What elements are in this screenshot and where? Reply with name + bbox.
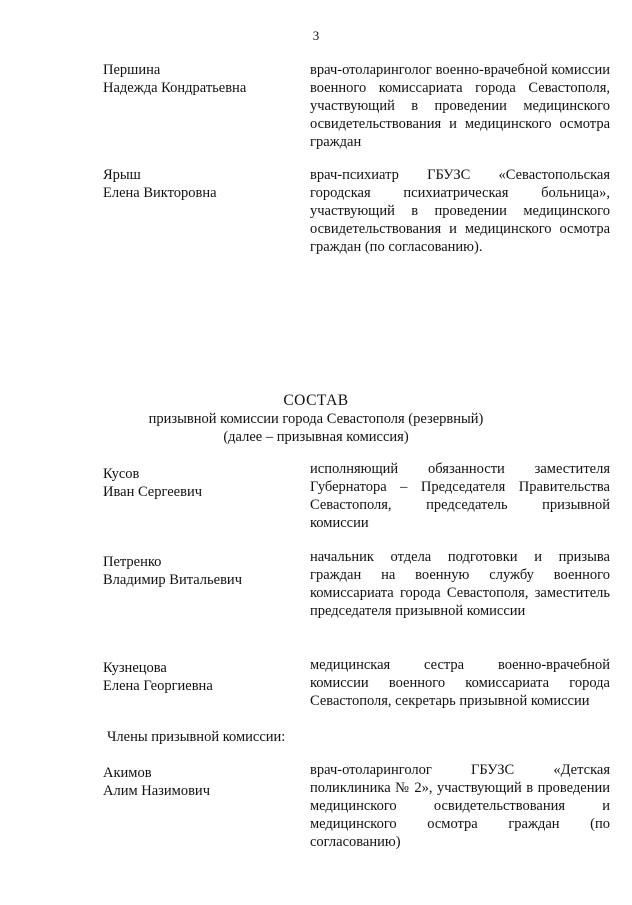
person-given-names: Елена Георгиевна — [103, 678, 213, 694]
person-name — [103, 659, 293, 695]
person-name — [103, 553, 293, 589]
person-role: врач-отоларинголог военно-врачебной комиссии военного комиссариата города Севастополя, участвующий в проведении медицинского освидетельствования и медицинского осмотра граждан — [310, 62, 610, 150]
person-given-names: Надежда Кондратьевна — [103, 80, 247, 96]
members-label: Члены призывной комиссии: — [107, 729, 286, 745]
person-given-names: Владимир Витальевич — [103, 572, 242, 588]
person-role: врач-отоларинголог ГБУЗС «Детская поликлиника № 2», участвующий в проведении медицинского освидетельствования и медицинского осмотра граждан (по согласованию) — [310, 762, 610, 850]
person-role: врач-психиатр ГБУЗС «Севастопольская городская психиатрическая больница», участвующий в проведении медицинского освидетельствования и медицинского осмотра граждан (по согласованию). — [310, 167, 610, 255]
person-given-names: Иван Сергеевич — [103, 484, 203, 500]
person-name — [103, 465, 293, 501]
person-surname: Ярыш — [103, 167, 141, 183]
person-role: исполняющий обязанности заместителя Губернатора – Председателя Правительства Севастополя, председатель призывной комиссии — [310, 461, 610, 531]
section-title: СОСТАВ — [283, 392, 349, 409]
person-name — [103, 61, 293, 97]
person-name — [103, 764, 293, 800]
section-subtitle — [0, 410, 632, 446]
page-number: 3 — [312, 28, 320, 43]
person-given-names: Алим Назимович — [103, 783, 210, 799]
person-role: медицинская сестра военно-врачебной комиссии военного комиссариата города Севастополя, секретарь призывной комиссии — [310, 657, 610, 709]
section-subtitle-line: (далее – призывная комиссия) — [223, 429, 409, 445]
person-surname: Кузнецова — [103, 660, 167, 676]
person-surname: Петренко — [103, 554, 162, 570]
person-surname: Першина — [103, 62, 161, 78]
section-subtitle-line: призывной комиссии города Севастополя (резервный) — [148, 411, 484, 427]
person-surname: Кусов — [103, 466, 140, 482]
person-given-names: Елена Викторовна — [103, 185, 217, 201]
person-name — [103, 166, 293, 202]
person-surname: Акимов — [103, 765, 152, 781]
person-role: начальник отдела подготовки и призыва граждан на военную службу военного комиссариата города Севастополя, заместитель председателя призывной комиссии — [310, 549, 610, 619]
